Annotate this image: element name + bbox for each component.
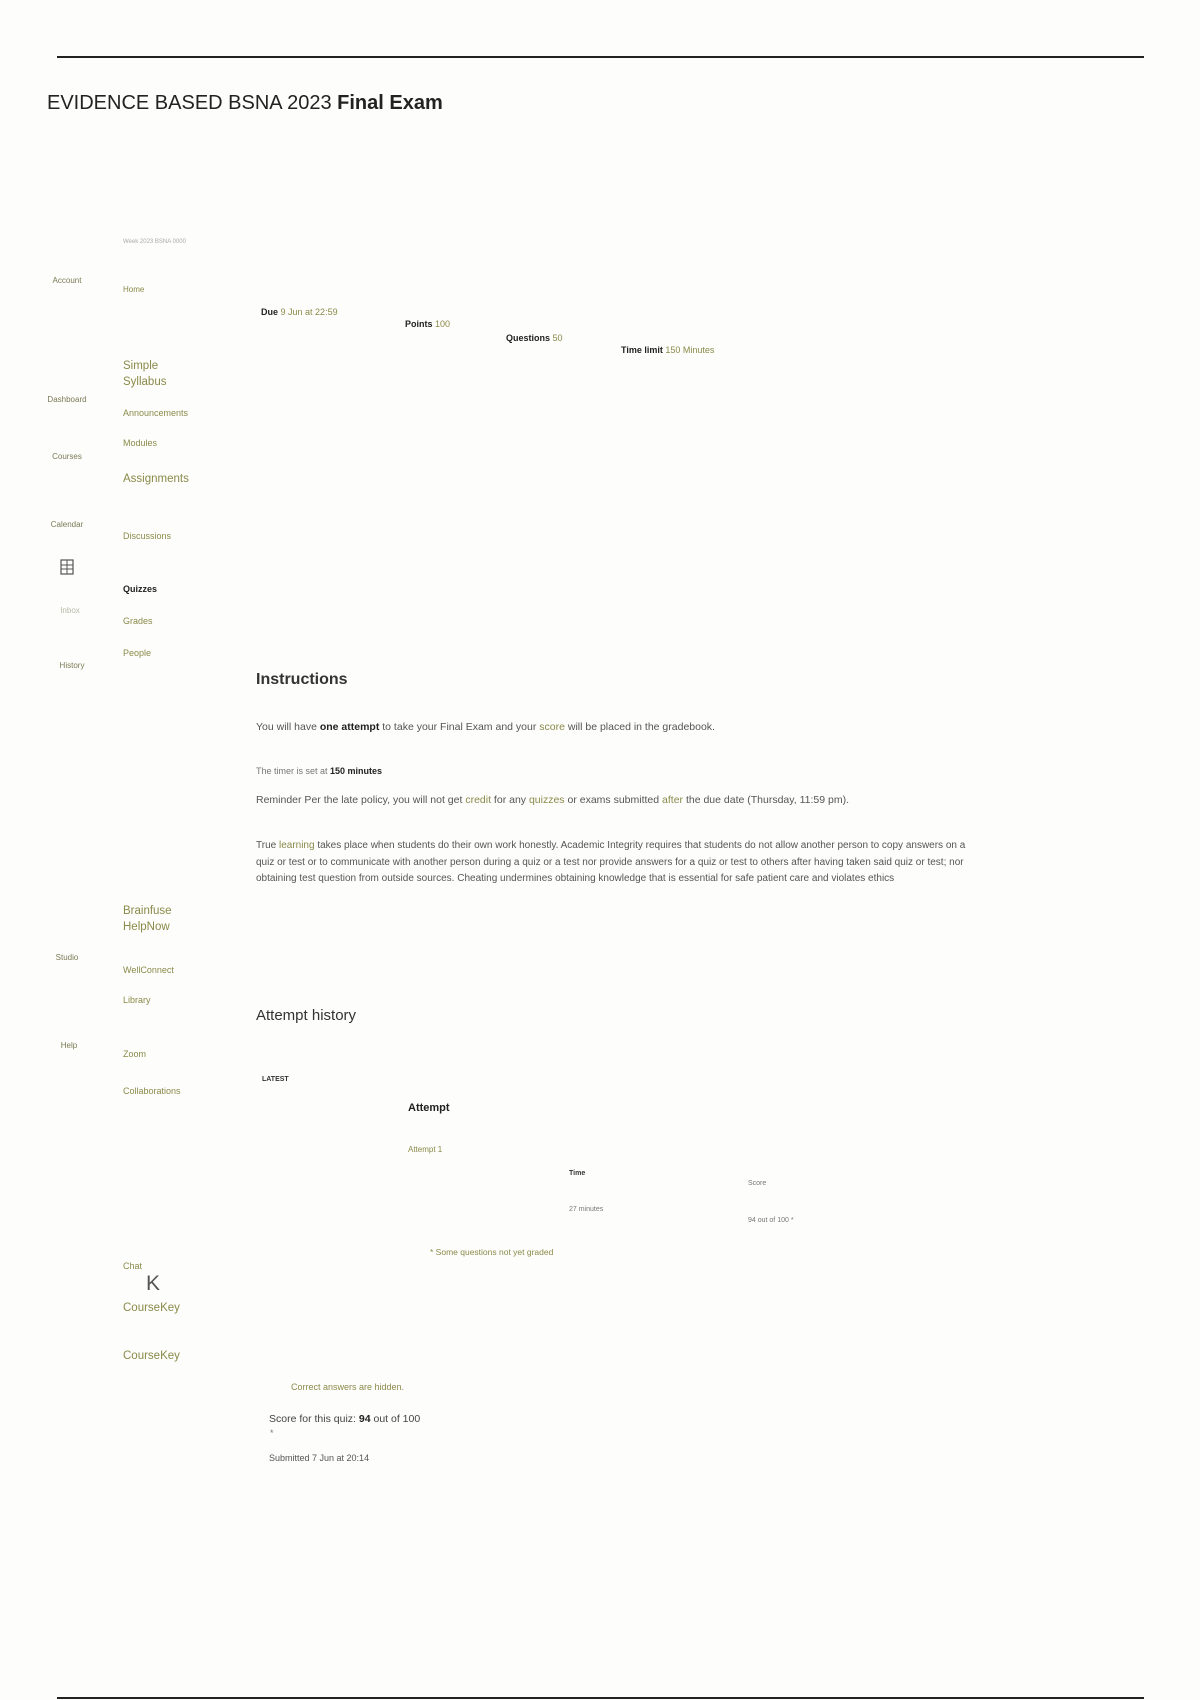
attempt-column-header: Attempt <box>408 1102 450 1114</box>
attempt-time: 27 minutes <box>569 1206 604 1213</box>
course-nav-zoom[interactable]: Zoom <box>123 1049 147 1059</box>
global-nav-help[interactable]: Help <box>60 1041 78 1050</box>
score-asterisk: * <box>270 1428 274 1438</box>
course-nav-coursekey-2[interactable]: CourseKey <box>123 1350 180 1362</box>
bottom-rule <box>57 1697 1144 1699</box>
attempt-score: 94 out of 100 * <box>748 1217 794 1224</box>
correct-answers-hidden-note: Correct answers are hidden. <box>291 1382 405 1392</box>
reminder-paragraph: Reminder Per the late policy, you will not get credit for any quizzes or exams submitted after the due date (Thursday, 11:59 pm). <box>256 794 849 806</box>
course-nav-simple-syllabus[interactable]: Simple Syllabus <box>123 360 167 388</box>
due-date: Due 9 Jun at 22:59 <box>261 307 338 317</box>
timer-note: The timer is set at 150 minutes <box>256 766 383 776</box>
time-column-header: Time <box>569 1170 586 1177</box>
score-column-header: Score <box>748 1180 767 1187</box>
course-nav-modules[interactable]: Modules <box>123 438 158 448</box>
latest-label: LATEST <box>262 1076 289 1083</box>
instructions-paragraph: You will have one attempt to take your Final Exam and your score will be placed in the gradebook. <box>256 721 715 733</box>
integrity-paragraph: True learning takes place when students do their own work honestly. Academic Integrity requires that students do not allow another person to copy answers on a quiz or test or to communicate with another person during a quiz or a test nor provide answers for a quiz or test to others after having taken said quiz or test; nor obtaining test question from outside sources. Cheating undermines obtaining knowledge that is essential for safe patient care and violates ethics <box>256 840 966 884</box>
instructions-heading: Instructions <box>256 671 348 688</box>
global-nav-courses[interactable]: Courses <box>52 452 82 461</box>
quiz-score: Score for this quiz: 94 out of 100 <box>269 1413 421 1425</box>
course-nav-grades[interactable]: Grades <box>123 616 153 626</box>
course-nav-brainfuse[interactable]: Brainfuse HelpNow <box>123 905 172 933</box>
course-nav-assignments[interactable]: Assignments <box>123 473 189 485</box>
ungraded-note: * Some questions not yet graded <box>430 1247 554 1257</box>
global-nav-studio[interactable]: Studio <box>55 953 79 962</box>
course-breadcrumb: Week 2023 BSNA 0000 <box>123 239 186 245</box>
course-nav-chat[interactable]: Chat <box>123 1261 143 1271</box>
inbox-icon[interactable] <box>58 558 76 576</box>
course-nav-library[interactable]: Library <box>123 995 151 1005</box>
attempt-history-heading: Attempt history <box>256 1007 357 1024</box>
global-nav-calendar[interactable]: Calendar <box>50 520 84 529</box>
global-nav-dashboard[interactable]: Dashboard <box>47 395 87 404</box>
points: Points 100 <box>405 319 451 329</box>
course-nav-collaborations[interactable]: Collaborations <box>123 1086 181 1096</box>
course-nav-wellconnect[interactable]: WellConnect <box>123 965 174 975</box>
attempt-1-link[interactable]: Attempt 1 <box>408 1145 443 1154</box>
global-nav-inbox[interactable]: Inbox <box>60 606 80 615</box>
course-nav-people[interactable]: People <box>123 648 152 658</box>
score-link[interactable]: score <box>539 721 565 733</box>
top-rule <box>57 56 1144 58</box>
global-nav-account[interactable]: Account <box>52 276 82 285</box>
questions-count: Questions 50 <box>506 333 563 343</box>
page-title: EVIDENCE BASED BSNA 2023 Final Exam <box>47 92 443 114</box>
course-nav-announcements[interactable]: Announcements <box>123 408 189 418</box>
course-nav-coursekey[interactable]: CourseKey <box>123 1302 180 1314</box>
coursekey-logo: K <box>146 1272 161 1295</box>
course-nav-quizzes[interactable]: Quizzes <box>123 584 158 594</box>
course-nav-home[interactable]: Home <box>123 285 145 294</box>
global-nav-history[interactable]: History <box>59 661 85 670</box>
course-nav-discussions[interactable]: Discussions <box>123 531 172 541</box>
submitted-timestamp: Submitted 7 Jun at 20:14 <box>269 1453 370 1463</box>
time-limit: Time limit 150 Minutes <box>621 345 715 355</box>
